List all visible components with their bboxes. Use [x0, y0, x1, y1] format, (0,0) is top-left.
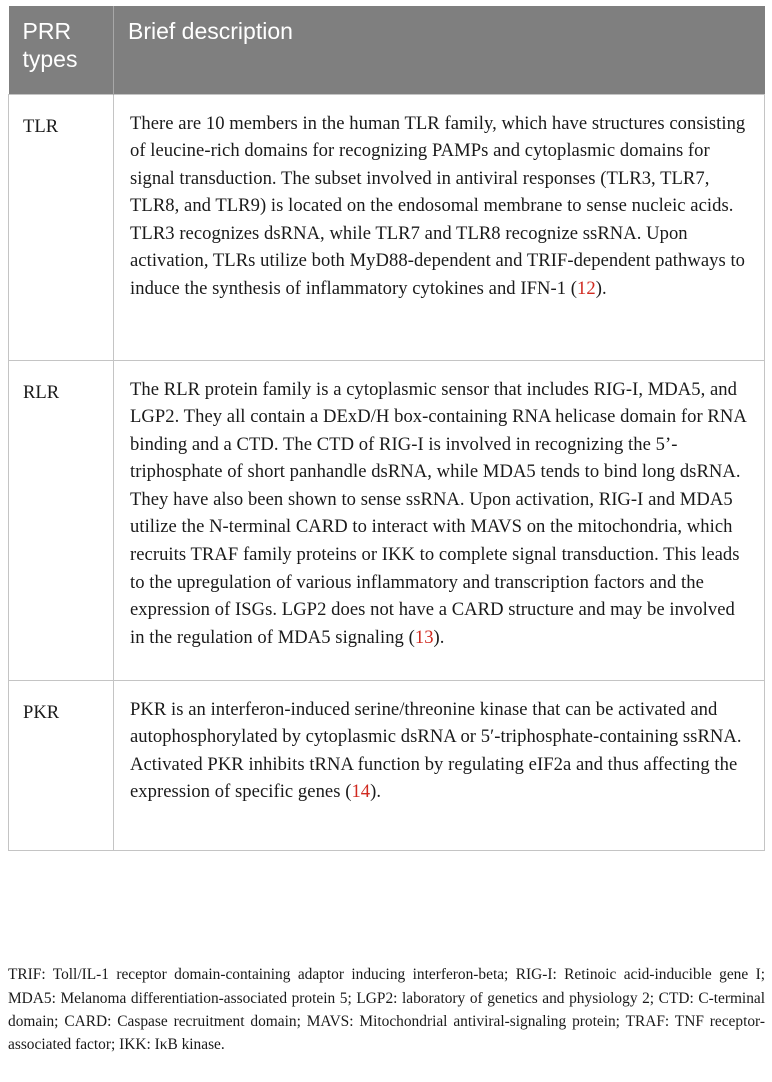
prr-types-table: [8, 6, 765, 851]
description-cell: [114, 94, 765, 360]
prr-type-cell: TLR: [9, 94, 114, 360]
header-prr-types: PRR types: [9, 6, 114, 94]
description-cell: [114, 680, 765, 850]
reference-link[interactable]: 13: [414, 626, 434, 648]
table-header-row: [9, 6, 765, 94]
table-footnote: TRIF: Toll/IL-1 receptor domain-containing adaptor inducing interferon-beta; RIG-I: Retinoic acid-inducible gene I; MDA5: Melanoma differentiation-associated protein 5; LGP2: laboratory of genetics and physiology 2; CTD: C-terminal domain; CARD: Caspase recruitment domain; MAVS: Mitochondrial antiviral-signaling protein; TRAF: TNF receptor-associated factor; IKK: IκB kinase.: [8, 966, 765, 1053]
prr-type-cell: PKR: [9, 680, 114, 850]
reference-link[interactable]: 14: [351, 781, 371, 803]
description-tail: ).: [433, 626, 445, 648]
description-text: The RLR protein family is a cytoplasmic sensor that includes RIG-I, MDA5, and LGP2. They all contain a DExD/H box-containing RNA helicase domain for RNA binding and a CTD. The CTD of RIG-I is involved in recognizing the 5’-triphosphate of short panhandle dsRNA, while MDA5 tends to bind long dsRNA. They have also been shown to sense ssRNA. Upon activation, RIG-I and MDA5 utilize the N-terminal CARD to interact with MAVS on the mitochondria, which recruits TRAF family proteins or IKK to complete signal transduction. This leads to the upregulation of various inflammatory and transcription factors and the expression of ISGs. LGP2 does not have a CARD structure and may be involved in the regulation of MDA5 signaling (: [130, 378, 746, 648]
header-brief-description: Brief description: [114, 6, 765, 94]
table-row: [9, 680, 765, 850]
reference-link[interactable]: 12: [577, 278, 596, 300]
description-cell: [114, 360, 765, 680]
table-row: [9, 94, 765, 360]
description-tail: ).: [595, 278, 607, 300]
description-text: PKR is an interferon-induced serine/threonine kinase that can be activated and autophosphorylated by cytoplasmic dsRNA or 5′-triphosphate-containing ssRNA. Activated PKR inhibits tRNA function by regulating eIF2a and thus affecting the expression of specific genes (: [130, 698, 742, 803]
description-text: There are 10 members in the human TLR family, which have structures consisting of leucine-rich domains for recognizing PAMPs and cytoplasmic domains for signal transduction. The subset involved in antiviral responses (TLR3, TLR7, TLR8, and TLR9) is located on the endosomal membrane to sense nucleic acids. TLR3 recognizes dsRNA, while TLR7 and TLR8 recognize ssRNA. Upon activation, TLRs utilize both MyD88-dependent and TRIF-dependent pathways to induce the synthesis of inflammatory cytokines and IFN-1 (: [130, 112, 746, 300]
description-tail: ).: [370, 781, 382, 803]
table-row: [9, 360, 765, 680]
prr-type-cell: RLR: [9, 360, 114, 680]
